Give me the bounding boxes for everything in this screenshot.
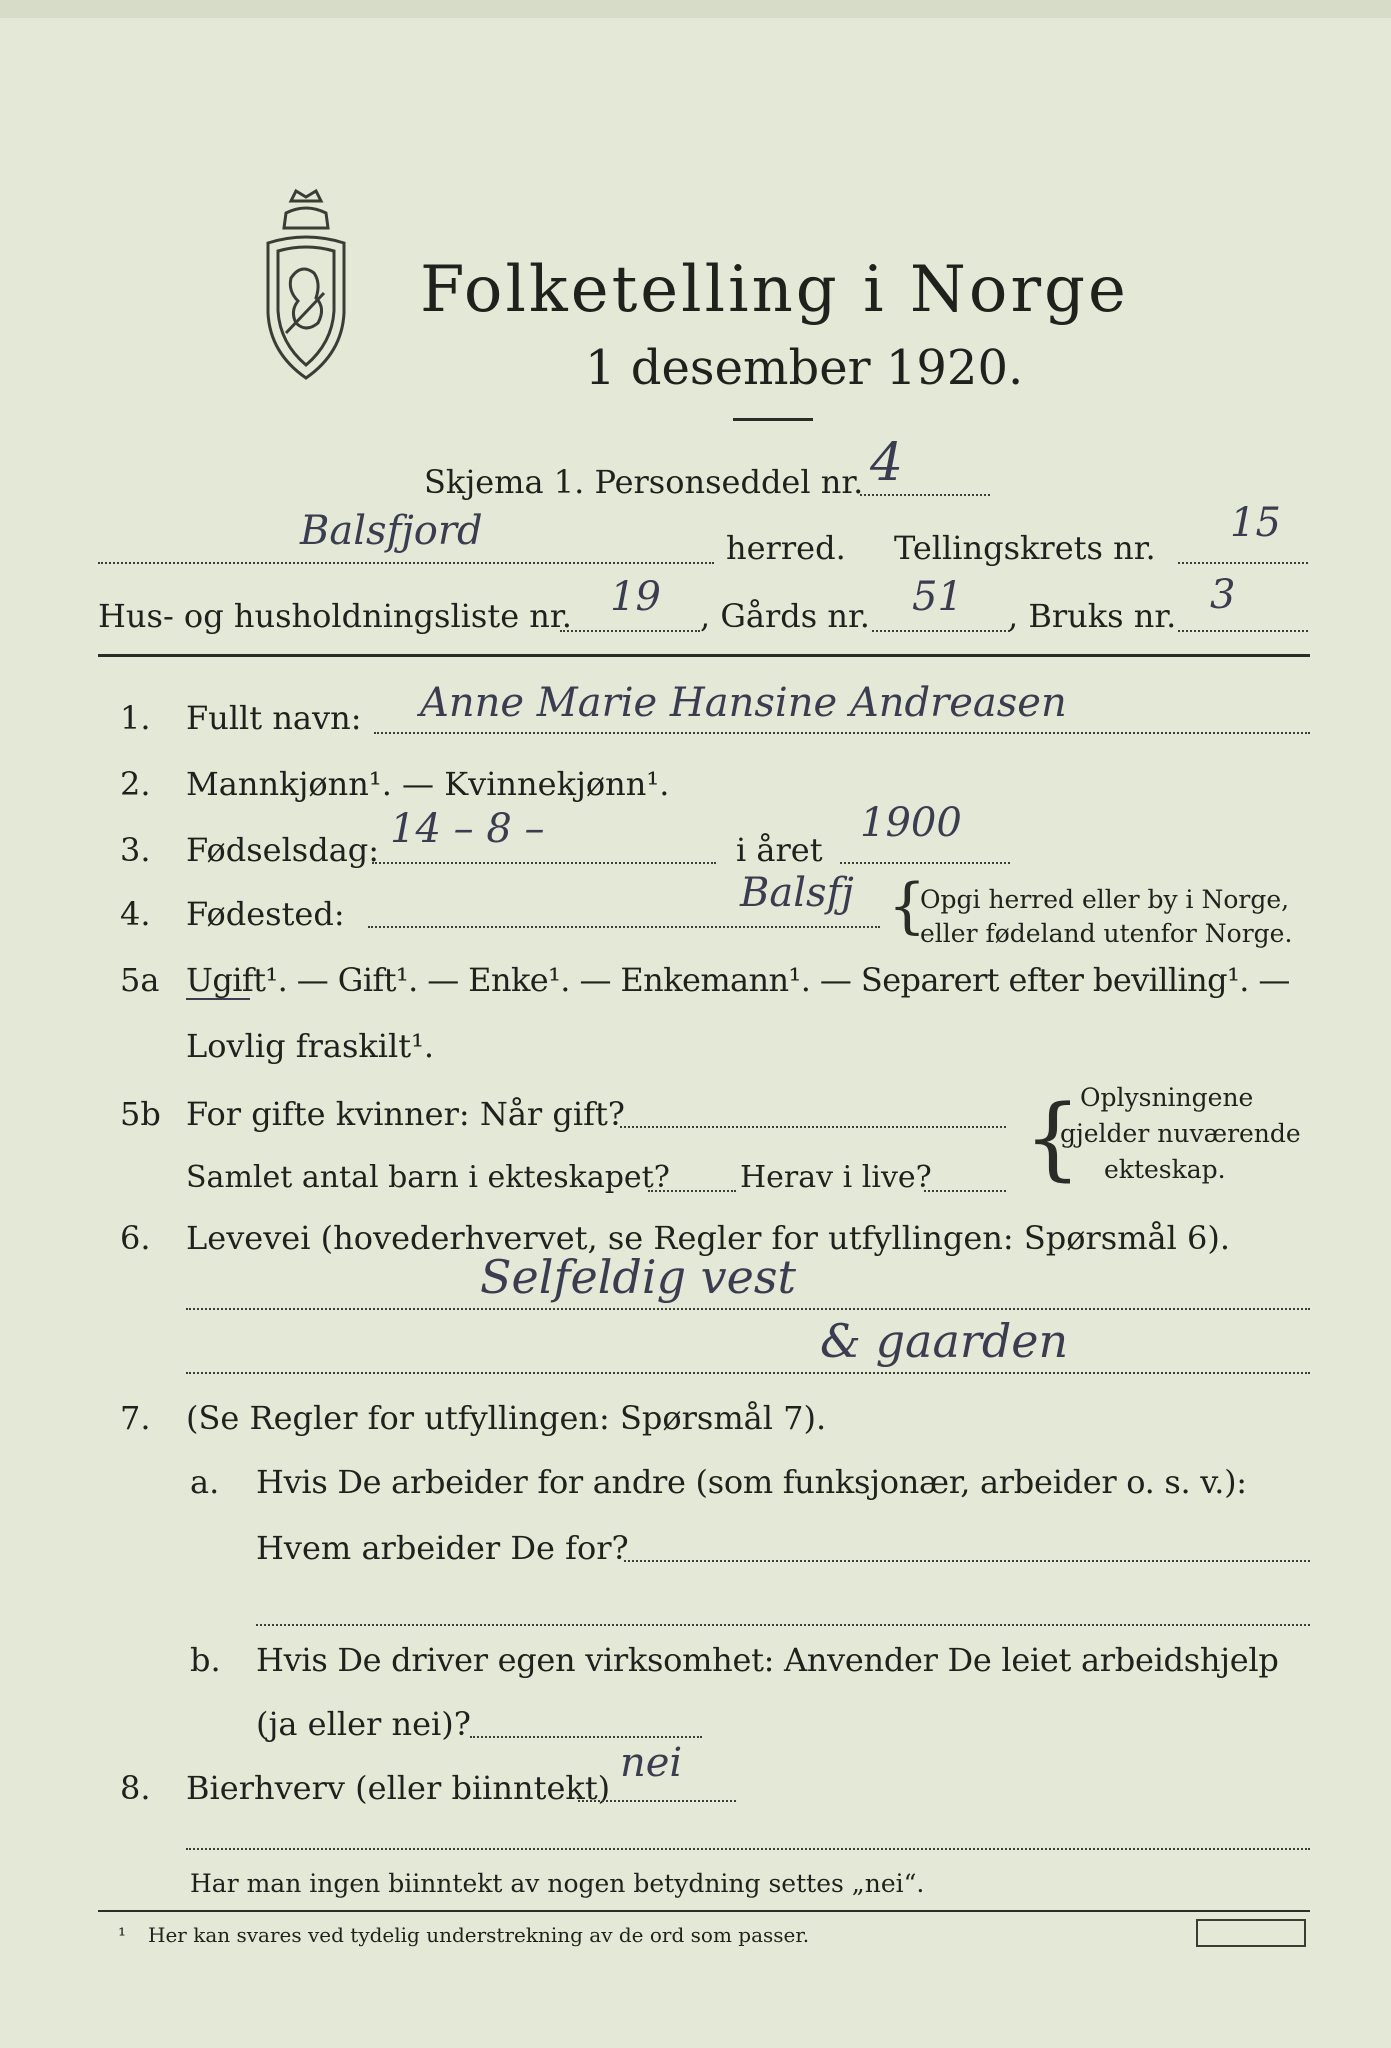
q4-note-line-2: eller fødeland utenfor Norge. bbox=[920, 919, 1293, 948]
tellingskrets-label: Tellingskrets nr. bbox=[894, 529, 1156, 567]
q5a-label-2: Lovlig fraskilt¹. bbox=[186, 1027, 435, 1065]
skjema-label: Skjema 1. Personseddel nr. bbox=[424, 463, 864, 501]
q7a-line-2 bbox=[256, 1624, 1310, 1626]
q5b-note-line-2: gjelder nuværende bbox=[1060, 1119, 1301, 1148]
q5b-brace: { bbox=[1024, 1086, 1082, 1191]
gards-nr-value[interactable]: 51 bbox=[912, 574, 963, 620]
q3-year-value[interactable]: 1900 bbox=[860, 800, 962, 846]
husliste-label: Hus- og husholdningsliste nr. bbox=[98, 597, 572, 635]
herred-label: herred. bbox=[726, 529, 846, 567]
q8-line bbox=[578, 1800, 736, 1802]
herred-value[interactable]: Balsfjord bbox=[300, 508, 483, 554]
personseddel-nr-value[interactable]: 4 bbox=[870, 433, 904, 493]
q1-number: 1. bbox=[120, 699, 151, 737]
q3-year-label: i året bbox=[736, 831, 823, 869]
paper-edge bbox=[0, 0, 1391, 18]
q3-number: 3. bbox=[120, 831, 151, 869]
q7b-line bbox=[470, 1736, 702, 1738]
q8-number: 8. bbox=[120, 1769, 151, 1807]
header-rule bbox=[98, 654, 1310, 657]
form-title: Folketelling i Norge bbox=[420, 253, 1129, 327]
q4-label: Fødested: bbox=[186, 895, 345, 933]
q7-label: (Se Regler for utfyllingen: Spørsmål 7). bbox=[186, 1399, 827, 1437]
herred-line bbox=[98, 562, 714, 564]
q5a-number: 5a bbox=[120, 961, 160, 999]
bruks-label: , Bruks nr. bbox=[1008, 597, 1177, 635]
q1-full-name-value[interactable]: Anne Marie Hansine Andreasen bbox=[420, 680, 1067, 726]
q5b-label-3: Herav i live? bbox=[740, 1160, 932, 1195]
q7b-label: Hvis De driver egen virksomhet: Anvender De leiet arbeidshjelp bbox=[256, 1641, 1279, 1679]
q3-birthdate-value[interactable]: 14 – 8 – bbox=[390, 806, 545, 852]
q5b-number: 5b bbox=[120, 1095, 161, 1133]
q6-occupation-value-2[interactable]: & gaarden bbox=[820, 1314, 1069, 1368]
q7-number: 7. bbox=[120, 1399, 151, 1437]
q3-line bbox=[372, 862, 716, 864]
q5b-note-line-1: Oplysningene bbox=[1080, 1083, 1254, 1112]
tellingskrets-nr-value[interactable]: 15 bbox=[1230, 500, 1281, 546]
q8-line-2 bbox=[186, 1848, 1310, 1850]
q4-note-line-1: Opgi herred eller by i Norge, bbox=[920, 885, 1290, 914]
gards-label: , Gårds nr. bbox=[700, 597, 870, 635]
q6-occupation-value-1[interactable]: Selfeldig vest bbox=[480, 1250, 796, 1304]
q5b-note-line-3: ekteskap. bbox=[1104, 1155, 1226, 1184]
form-date: 1 desember 1920. bbox=[585, 340, 1024, 396]
norwegian-coat-of-arms-icon bbox=[246, 183, 366, 383]
q2-label: Mannkjønn¹. — Kvinnekjønn¹. bbox=[186, 765, 670, 803]
footer-rule bbox=[98, 1910, 1310, 1912]
q7a-line-1 bbox=[624, 1560, 1310, 1562]
q1-line bbox=[374, 732, 1310, 734]
q7b-number: b. bbox=[190, 1641, 221, 1679]
q6-line-2 bbox=[186, 1372, 1310, 1374]
bruks-line bbox=[1178, 630, 1308, 632]
q7b-label-2: (ja eller nei)? bbox=[256, 1705, 471, 1743]
q5b-children-line bbox=[648, 1190, 736, 1192]
q4-brace: { bbox=[888, 871, 927, 941]
q3-label: Fødselsdag: bbox=[186, 831, 380, 869]
q5a-label: Ugift¹. — Gift¹. — Enke¹. — Enkemann¹. — Separert efter bevilling¹. — bbox=[186, 961, 1290, 999]
q6-number: 6. bbox=[120, 1219, 151, 1257]
gards-line bbox=[872, 630, 1010, 632]
q5b-label: For gifte kvinner: Når gift? bbox=[186, 1095, 625, 1133]
q2-number: 2. bbox=[120, 765, 151, 803]
footer-note: Har man ingen biinntekt av nogen betydning settes „nei“. bbox=[190, 1869, 925, 1898]
tellingskrets-line bbox=[1178, 562, 1308, 564]
printer-stamp bbox=[1196, 1919, 1306, 1947]
husliste-line bbox=[560, 630, 700, 632]
q8-side-income-value[interactable]: nei bbox=[620, 1740, 683, 1786]
footnote-text: Her kan svares ved tydelig understrekning av de ord som passer. bbox=[148, 1923, 810, 1947]
q6-line-1 bbox=[186, 1308, 1310, 1310]
q7a-label: Hvis De arbeider for andre (som funksjonær, arbeider o. s. v.): bbox=[256, 1463, 1247, 1501]
q5b-married-line bbox=[620, 1126, 1006, 1128]
bruks-nr-value[interactable]: 3 bbox=[1210, 572, 1236, 618]
personseddel-line bbox=[860, 494, 990, 496]
q4-number: 4. bbox=[120, 895, 151, 933]
q4-birthplace-value[interactable]: Balsfj bbox=[740, 870, 854, 916]
ugift-underline-mark bbox=[186, 998, 250, 1000]
q4-line bbox=[368, 926, 880, 928]
q7a-label-2: Hvem arbeider De for? bbox=[256, 1529, 629, 1567]
footnote-mark: ¹ bbox=[118, 1923, 127, 1947]
title-divider bbox=[733, 418, 813, 421]
husliste-nr-value[interactable]: 19 bbox=[610, 574, 661, 620]
q5b-label-2: Samlet antal barn i ekteskapet? bbox=[186, 1160, 670, 1195]
q8-label: Bierhverv (eller biinntekt) bbox=[186, 1769, 611, 1807]
q3-year-line bbox=[840, 862, 1010, 864]
q1-label: Fullt navn: bbox=[186, 699, 362, 737]
q5b-alive-line bbox=[924, 1190, 1006, 1192]
q7a-number: a. bbox=[190, 1463, 220, 1501]
q6-label: Levevei (hovederhvervet, se Regler for utfyllingen: Spørsmål 6). bbox=[186, 1219, 1231, 1257]
